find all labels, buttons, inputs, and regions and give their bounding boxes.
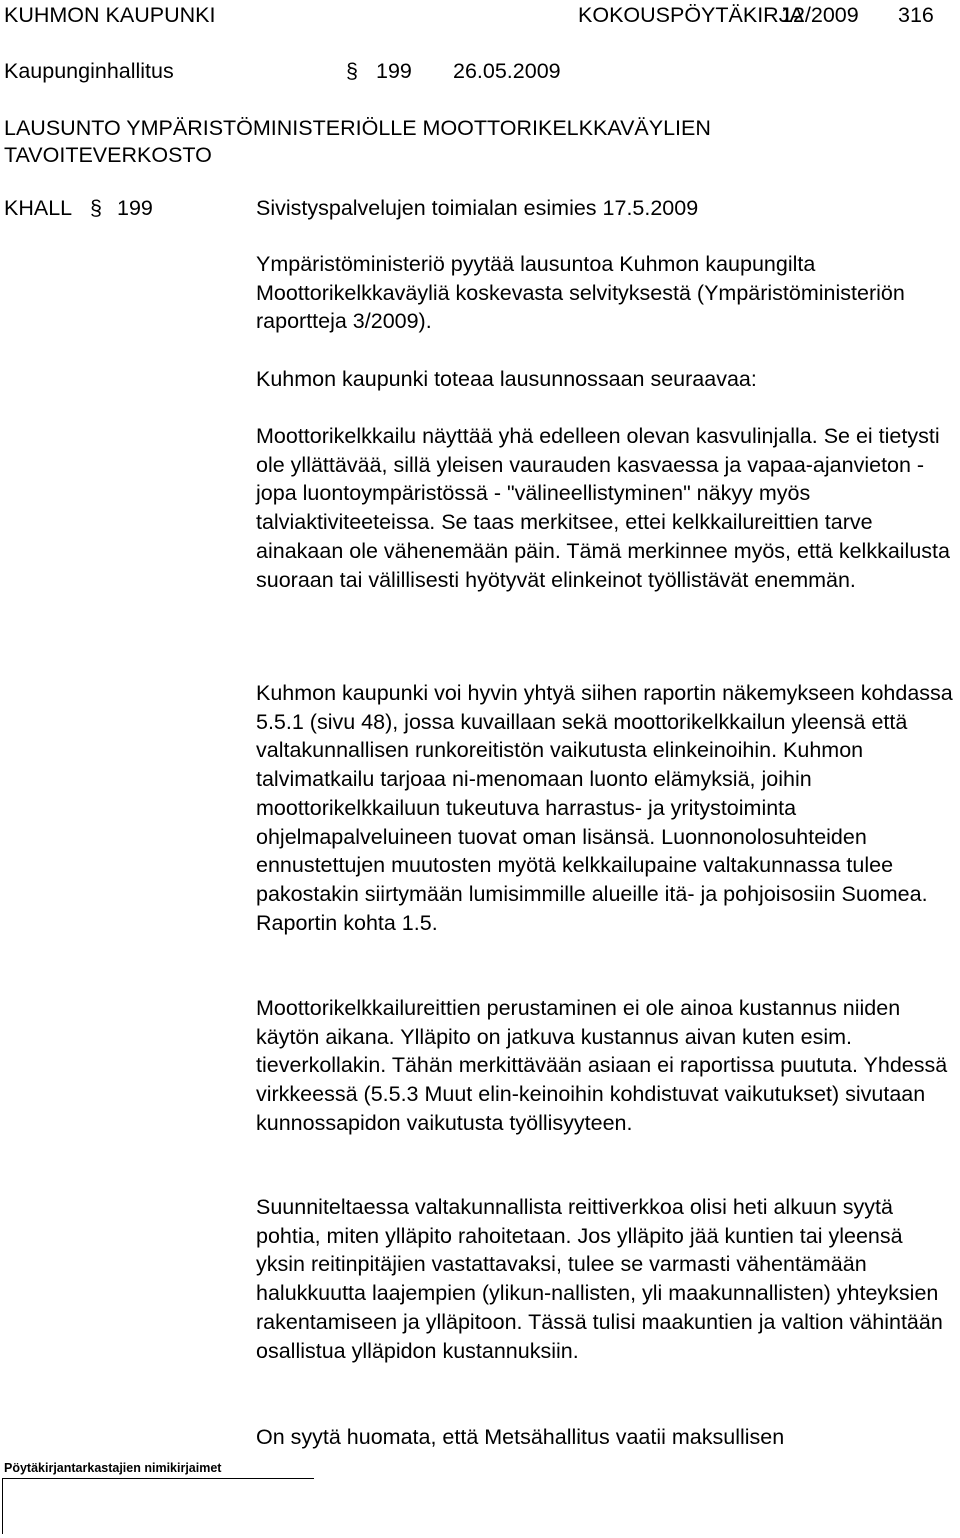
document-type: KOKOUSPÖYTÄKIRJA xyxy=(578,3,804,27)
document-title-line1: LAUSUNTO YMPÄRISTÖMINISTERIÖLLE MOOTTORIKELKKAVÄYLIEN xyxy=(4,116,711,140)
paragraph-text: On syytä huomata, että Metsähallitus vaatii maksullisen xyxy=(256,1425,785,1449)
page-number: 316 xyxy=(898,3,934,27)
section-symbol: § xyxy=(346,59,358,83)
paragraph-request xyxy=(256,250,956,336)
meeting-body: Kaupunginhallitus xyxy=(4,59,174,83)
paragraph-growth xyxy=(256,422,956,594)
section-number: 199 xyxy=(376,59,412,83)
item-code: KHALL xyxy=(4,196,73,220)
paragraph-text: Ympäristöministeriö pyytää lausuntoa Kuhmon kaupungilta Moottorikelkkaväyliä koskevasta selvityksestä (Ympäristöministeriön raportteja 3/2009). xyxy=(256,252,905,334)
organization-name: KUHMON KAUPUNKI xyxy=(4,3,216,27)
paragraph-maintenance xyxy=(256,994,956,1138)
item-number: 199 xyxy=(117,196,153,220)
paragraph-text: Moottorikelkkailu näyttää yhä edelleen olevan kasvulinjalla. Se ei tietysti ole yllättävää, sillä yleisen vaurauden kasvaessa ja vapaa-ajanvieton - jopa luontoympäristössä - "välineellistyminen" näkyy myös talviaktiviteeteissa. Se taas merkitsee, ettei kelkkailureittien tarve ainakaan ole vähenemään päin. Tämä merkinnee myös, että kelkkailusta suoraan tai välillisesti hyötyvät elinkeinot työllistävät enemmän. xyxy=(256,424,950,592)
item-presenter: Sivistyspalvelujen toimialan esimies 17.5.2009 xyxy=(256,196,699,220)
item-section-symbol: § xyxy=(90,196,102,220)
paragraph-tourism xyxy=(256,679,956,937)
initials-box-top-line xyxy=(2,1478,314,1479)
inspectors-initials-label: Pöytäkirjantarkastajien nimikirjaimet xyxy=(4,1461,222,1475)
paragraph-text: Kuhmon kaupunki voi hyvin yhtyä siihen raportin näkemykseen kohdassa 5.5.1 (sivu 48), jossa kuvaillaan sekä moottorikelkkailun yleensä että valtakunnallisen runkoreitistön vaikutusta elinkeinoihin. Kuhmon talvimatkailu tarjoaa ni-menomaan luonto elämyksiä, joihin moottorikelkkailuun tukeutuva harrastus- ja yritystoiminta ohjelmapalveluineen tuovat oman lisänsä. Luonnonolosuhteiden ennustettujen muutosten myötä kelkkailupaine valtakunnassa tulee pakostakin siirtymään lumisimmille alueille itä- ja pohjoisosiin Suomea. Raportin kohta 1.5. xyxy=(256,681,953,935)
paragraph-text: Moottorikelkkailureittien perustaminen ei ole ainoa kustannus niiden käytön aikana. Ylläpito on jatkuva kustannus aivan kuten esim. tieverkollakin. Tähän merkittävään asiaan ei raportissa puututa. Yhdessä virkkeessä (5.5.3 Muut elin-keinoihin kohdistuvat vaikutukset) sivutaan kunnossapidon vaikutusta työllisyyteen. xyxy=(256,996,948,1135)
paragraph-funding xyxy=(256,1193,956,1365)
paragraph-text: Kuhmon kaupunki toteaa lausunnossaan seuraavaa: xyxy=(256,367,757,391)
initials-box-left-line xyxy=(2,1478,3,1534)
paragraph-metsahallitus xyxy=(256,1423,956,1452)
paragraph-statement-intro xyxy=(256,365,956,394)
paragraph-text: Suunniteltaessa valtakunnallista reittiverkkoa olisi heti alkuun syytä pohtia, miten ylläpito rahoitetaan. Jos ylläpito jää kuntien tai yleensä yksin reitinpitäjien vastattavaksi, tulee se varmasti vähentämään halukkuutta laajempien (ylikun-nallisten, yli maakunnallisten) yhteyksien rakentamiseen ja ylläpitoon. Tässä tulisi maakuntien ja valtion vähintään osallistua ylläpidon kustannuksiin. xyxy=(256,1195,943,1363)
meeting-date: 26.05.2009 xyxy=(453,59,561,83)
document-number: 12/2009 xyxy=(781,3,859,27)
document-title-line2: TAVOITEVERKOSTO xyxy=(4,143,212,167)
